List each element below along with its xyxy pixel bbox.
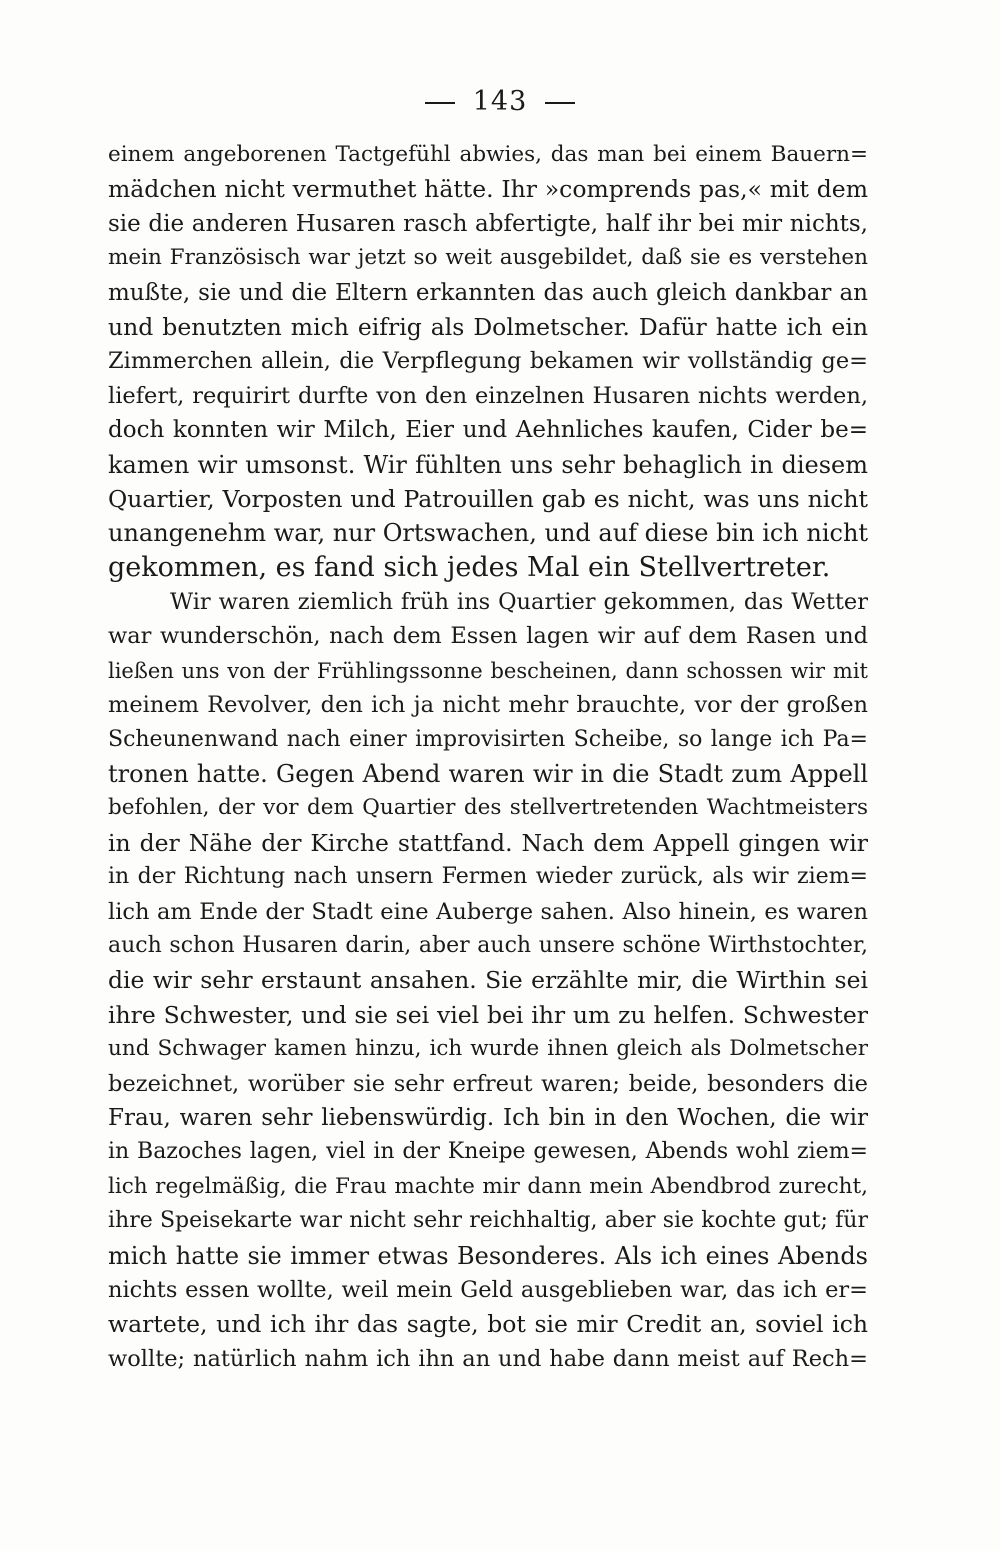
- text-line: auch schon Husaren darin, aber auch unsere schöne Wirthstochter,: [108, 932, 868, 958]
- text-line: mädchen nicht vermuthet hätte. Ihr »comprends pas,« mit dem: [108, 175, 868, 204]
- text-line: mußte, sie und die Eltern erkannten das auch gleich dankbar an: [108, 279, 868, 306]
- text-line: lich am Ende der Stadt eine Auberge sahen. Also hinein, es waren: [108, 898, 868, 925]
- text-line: doch konnten wir Milch, Eier und Aehnliches kaufen, Cider be=: [108, 417, 868, 444]
- header-dash-right: [545, 102, 575, 104]
- text-line: bezeichnet, worüber sie sehr erfreut waren; beide, besonders die: [108, 1070, 868, 1097]
- text-line: einem angeborenen Tactgefühl abwies, das man bei einem Bauern=: [108, 142, 868, 167]
- text-line: liefert, requirirt durfte von den einzelnen Husaren nichts werden,: [108, 382, 868, 409]
- text-line: in der Richtung nach unsern Fermen wieder zurück, als wir ziem=: [108, 864, 868, 890]
- text-line: Wir waren ziemlich früh ins Quartier gekommen, das Wetter: [170, 589, 868, 616]
- text-line: kamen wir umsonst. Wir fühlten uns sehr behaglich in diesem: [108, 450, 868, 479]
- text-line: und benutzten mich eifrig als Dolmetscher. Dafür hatte ich ein: [108, 312, 868, 341]
- text-line: ließen uns von der Frühlingssonne bescheinen, dann schossen wir mit: [108, 658, 868, 683]
- text-line: befohlen, der vor dem Quartier des stellvertretenden Wachtmeisters: [108, 795, 868, 821]
- text-line: wartete, und ich ihr das sagte, bot sie mir Credit an, soviel ich: [108, 1310, 868, 1339]
- text-line: ihre Speisekarte war nicht sehr reichhaltig, aber sie kochte gut; für: [108, 1208, 868, 1234]
- header-dash-left: [425, 102, 455, 104]
- text-line: tronen hatte. Gegen Abend waren wir in die Stadt zum Appell: [108, 760, 868, 789]
- text-line: mich hatte sie immer etwas Besonderes. Als ich eines Abends: [108, 1241, 868, 1270]
- text-line: nichts essen wollte, weil mein Geld ausgeblieben war, das ich er=: [108, 1276, 868, 1303]
- text-line: Zimmerchen allein, die Verpflegung bekamen wir vollständig ge=: [108, 348, 868, 375]
- text-line: in Bazoches lagen, viel in der Kneipe gewesen, Abends wohl ziem=: [108, 1139, 868, 1165]
- page-number: 143: [472, 86, 528, 117]
- text-line: Scheunenwand nach einer improvisirten Scheibe, so lange ich Pa=: [108, 726, 868, 752]
- text-line: unangenehm war, nur Ortswachen, und auf diese bin ich nicht: [108, 519, 868, 548]
- text-line: und Schwager kamen hinzu, ich wurde ihnen gleich als Dolmetscher: [108, 1036, 868, 1062]
- text-line: war wunderschön, nach dem Essen lagen wir auf dem Rasen und: [108, 623, 868, 650]
- text-line: lich regelmäßig, die Frau machte mir dann mein Abendbrod zurecht,: [108, 1173, 868, 1199]
- text-line: ihre Schwester, und sie sei viel bei ihr um zu helfen. Schwester: [108, 1000, 868, 1029]
- text-line: Quartier, Vorposten und Patrouillen gab es nicht, was uns nicht: [108, 484, 868, 513]
- text-line: gekommen, es fand sich jedes Mal ein Stellvertreter.: [108, 551, 831, 583]
- text-line: Frau, waren sehr liebenswürdig. Ich bin in den Wochen, die wir: [108, 1104, 868, 1131]
- text-line: mein Französisch war jetzt so weit ausgebildet, daß sie es verstehen: [108, 245, 868, 271]
- page-header: [0, 86, 1000, 117]
- text-line: die wir sehr erstaunt ansahen. Sie erzählte mir, die Wirthin sei: [108, 966, 868, 995]
- text-line: meinem Revolver, den ich ja nicht mehr brauchte, vor der großen: [108, 692, 868, 719]
- body-text: [108, 138, 868, 1376]
- text-line: wollte; natürlich nahm ich ihn an und habe dann meist auf Rech=: [108, 1345, 868, 1372]
- text-line: sie die anderen Husaren rasch abfertigte, half ihr bei mir nichts,: [108, 210, 868, 237]
- text-line: in der Nähe der Kirche stattfand. Nach dem Appell gingen wir: [108, 828, 868, 857]
